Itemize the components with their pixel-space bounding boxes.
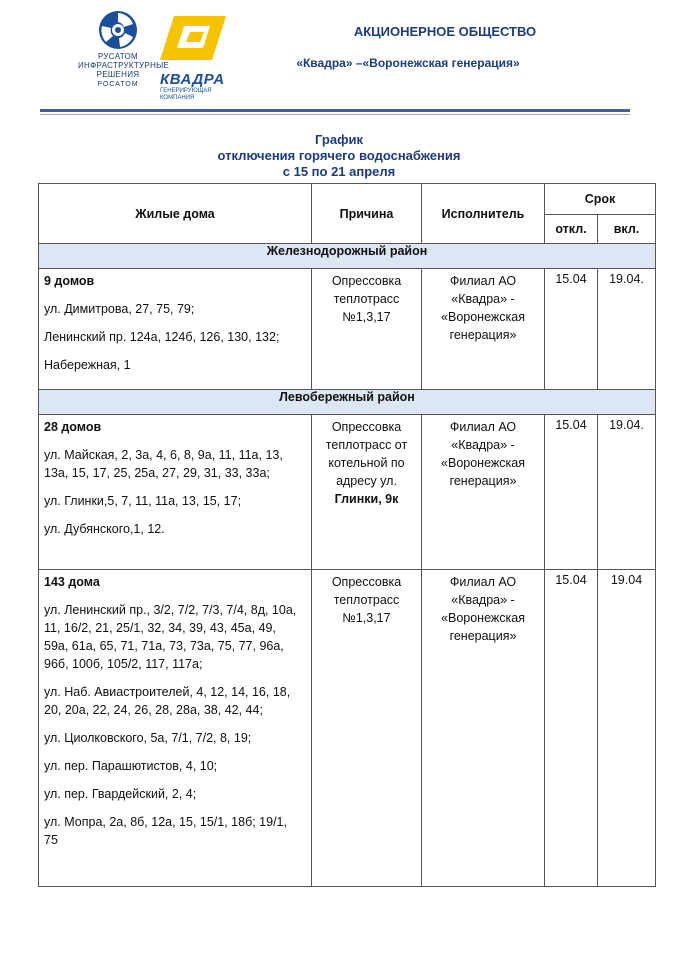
header-term: Срок (545, 184, 656, 215)
table-row (39, 269, 656, 390)
reason-cell: Опрессовка теплотрасс №1,3,17 (312, 269, 422, 390)
rosatom-atom-icon (98, 10, 138, 50)
houses-cell (39, 269, 312, 390)
kvadra-logo (160, 12, 240, 102)
header-executor: Исполнитель (422, 184, 545, 244)
reason-cell: Опрессовка теплотрасс №1,3,17 (312, 570, 422, 887)
reason-cell (312, 415, 422, 570)
table-row (39, 570, 656, 887)
houses-cell (39, 415, 312, 570)
kvadra-name: КВАДРА (160, 71, 225, 88)
kvadra-mark-icon (160, 12, 230, 64)
address-line: ул. Мопра, 2а, 8б, 12а, 15, 15/1, 18б; 19/1, 75 (44, 815, 287, 847)
executor-cell: Филиал АО «Квадра» - «Воронежская генерация» (422, 415, 545, 570)
date-off: 15.04 (545, 415, 598, 570)
reason-bold-address: Глинки, 9к (334, 492, 399, 506)
document-title: График отключения горячего водоснабжения с 15 по 21 апреля (217, 132, 461, 179)
address-line: ул. Циолковского, 5а, 7/1, 7/2, 8, 19; (44, 731, 252, 745)
header-rule-thin (40, 114, 630, 115)
letterhead (0, 0, 678, 118)
address-line: ул. Ленинский пр., 3/2, 7/2, 7/3, 7/4, 8д, 10а, 11, 16/2, 21, 25/1, 32, 34, 39, 43, 45а, 49, 59а, 61а, 65, 71, 71а, 73, 73а, 75, 77, 96а, 96б, 100б, 105/2, 117, 117а; (44, 603, 297, 671)
header-rule (40, 109, 630, 112)
district-name: Левобережный район (39, 390, 656, 415)
executor-cell: Филиал АО «Квадра» - «Воронежская генерация» (422, 570, 545, 887)
table-row (39, 415, 656, 570)
reason-text: Опрессовка теплотрасс от котельной по адресу ул. (325, 420, 408, 488)
rosatom-logo (78, 10, 170, 88)
date-on: 19.04. (598, 415, 656, 570)
address-line: ул. Димитрова, 27, 75, 79; (44, 302, 195, 316)
org-subtitle: «Квадра» –«Воронежская генерация» (296, 56, 520, 70)
house-count: 9 домов (44, 274, 95, 288)
date-off: 15.04 (545, 570, 598, 887)
kvadra-subtitle: ГЕНЕРИРУЮЩАЯ КОМПАНИЯ (160, 88, 212, 101)
district-name: Железнодорожный район (39, 244, 656, 269)
address-line: ул. Наб. Авиастроителей, 4, 12, 14, 16, 18, 20, 20а, 22, 24, 26, 28, 28а, 38, 42, 44; (44, 685, 291, 717)
address-line: ул. Глинки,5, 7, 11, 11а, 13, 15, 17; (44, 494, 242, 508)
date-off: 15.04 (545, 269, 598, 390)
schedule-table (38, 183, 656, 887)
date-on: 19.04 (598, 570, 656, 887)
house-count: 143 дома (44, 575, 100, 589)
rosatom-name: РУСАТОМ ИНФРАСТРУКТУРНЫЕ РЕШЕНИЯ (78, 52, 170, 79)
address-line: Набережная, 1 (44, 358, 131, 372)
date-on: 19.04. (598, 269, 656, 390)
header-on: вкл. (598, 215, 656, 244)
address-line: ул. пер. Гвардейский, 2, 4; (44, 787, 197, 801)
rosatom-brand: РОСАТОМ (97, 81, 139, 88)
header-reason: Причина (312, 184, 422, 244)
houses-cell (39, 570, 312, 887)
address-line: ул. Майская, 2, 3а, 4, 6, 8, 9а, 11, 11а, 13, 13а, 15, 17, 25, 25а, 27, 29, 31, 33, 33а; (44, 448, 283, 480)
address-line: ул. Дубянского,1, 12. (44, 522, 165, 536)
address-line: ул. пер. Парашютистов, 4, 10; (44, 759, 218, 773)
district-row (39, 244, 656, 269)
district-row (39, 390, 656, 415)
header-off: откл. (545, 215, 598, 244)
executor-cell: Филиал АО «Квадра» - «Воронежская генерация» (422, 269, 545, 390)
header-houses: Жилые дома (39, 184, 312, 244)
house-count: 28 домов (44, 420, 102, 434)
org-title: АКЦИОНЕРНОЕ ОБЩЕСТВО (353, 24, 537, 39)
address-line: Ленинский пр. 124а, 124б, 126, 130, 132; (44, 330, 280, 344)
